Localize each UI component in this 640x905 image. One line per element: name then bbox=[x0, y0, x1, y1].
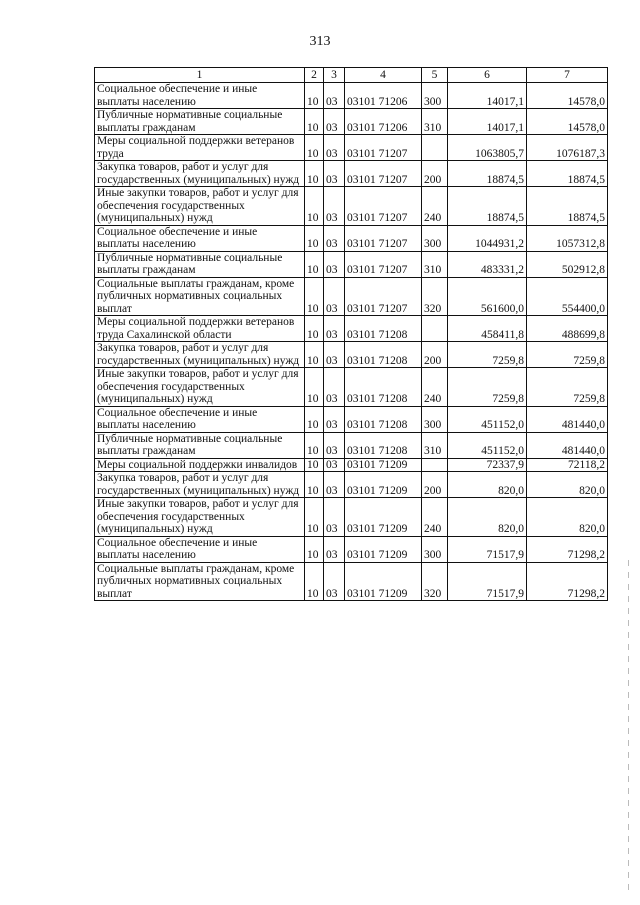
item-name: Иные закупки товаров, работ и услуг для обеспечения государственных (муниципальных) нужд bbox=[95, 498, 305, 537]
target-article-code: 03101 71206 bbox=[345, 83, 422, 109]
expense-type-code bbox=[422, 135, 448, 161]
target-article-code: 03101 71209 bbox=[345, 458, 422, 472]
item-name: Меры социальной поддержки ветеранов труда bbox=[95, 135, 305, 161]
amount-year-2: 14578,0 bbox=[527, 83, 608, 109]
table-row bbox=[95, 225, 608, 251]
section-code: 10 bbox=[305, 472, 324, 498]
section-code: 10 bbox=[305, 251, 324, 277]
amount-year-1: 1063805,7 bbox=[448, 135, 527, 161]
amount-year-1: 820,0 bbox=[448, 472, 527, 498]
subsection-code: 03 bbox=[324, 406, 345, 432]
amount-year-2: 1057312,8 bbox=[527, 225, 608, 251]
item-name: Социальное обеспечение и иные выплаты населению bbox=[95, 225, 305, 251]
section-code: 10 bbox=[305, 187, 324, 226]
target-article-code: 03101 71208 bbox=[345, 368, 422, 407]
item-name: Иные закупки товаров, работ и услуг для обеспечения государственных (муниципальных) нужд bbox=[95, 187, 305, 226]
item-name: Меры социальной поддержки инвалидов bbox=[95, 458, 305, 472]
subsection-code: 03 bbox=[324, 161, 345, 187]
section-code: 10 bbox=[305, 342, 324, 368]
amount-year-1: 7259,8 bbox=[448, 368, 527, 407]
subsection-code: 03 bbox=[324, 251, 345, 277]
header-col-4: 4 bbox=[345, 68, 422, 83]
item-name: Социальное обеспечение и иные выплаты населению bbox=[95, 536, 305, 562]
subsection-code: 03 bbox=[324, 277, 345, 316]
section-code: 10 bbox=[305, 161, 324, 187]
item-name: Закупка товаров, работ и услуг для государственных (муниципальных) нужд bbox=[95, 161, 305, 187]
amount-year-2: 71298,2 bbox=[527, 536, 608, 562]
target-article-code: 03101 71209 bbox=[345, 562, 422, 601]
table-row bbox=[95, 277, 608, 316]
table-row bbox=[95, 109, 608, 135]
expense-type-code: 310 bbox=[422, 251, 448, 277]
table-row bbox=[95, 135, 608, 161]
target-article-code: 03101 71207 bbox=[345, 225, 422, 251]
header-col-1: 1 bbox=[95, 68, 305, 83]
section-code: 10 bbox=[305, 498, 324, 537]
target-article-code: 03101 71209 bbox=[345, 536, 422, 562]
expense-type-code: 320 bbox=[422, 562, 448, 601]
subsection-code: 03 bbox=[324, 562, 345, 601]
subsection-code: 03 bbox=[324, 316, 345, 342]
table-row bbox=[95, 498, 608, 537]
budget-table bbox=[94, 67, 608, 601]
section-code: 10 bbox=[305, 277, 324, 316]
subsection-code: 03 bbox=[324, 458, 345, 472]
subsection-code: 03 bbox=[324, 536, 345, 562]
table-row bbox=[95, 187, 608, 226]
expense-type-code: 200 bbox=[422, 161, 448, 187]
item-name: Публичные нормативные социальные выплаты гражданам bbox=[95, 109, 305, 135]
section-code: 10 bbox=[305, 368, 324, 407]
table-row bbox=[95, 472, 608, 498]
table-row bbox=[95, 342, 608, 368]
subsection-code: 03 bbox=[324, 342, 345, 368]
amount-year-2: 18874,5 bbox=[527, 187, 608, 226]
amount-year-2: 7259,8 bbox=[527, 342, 608, 368]
amount-year-1: 71517,9 bbox=[448, 562, 527, 601]
target-article-code: 03101 71208 bbox=[345, 406, 422, 432]
item-name: Иные закупки товаров, работ и услуг для обеспечения государственных (муниципальных) нужд bbox=[95, 368, 305, 407]
amount-year-1: 18874,5 bbox=[448, 187, 527, 226]
expense-type-code: 240 bbox=[422, 187, 448, 226]
section-code: 10 bbox=[305, 406, 324, 432]
table-row bbox=[95, 316, 608, 342]
section-code: 10 bbox=[305, 562, 324, 601]
item-name: Социальное обеспечение и иные выплаты населению bbox=[95, 83, 305, 109]
subsection-code: 03 bbox=[324, 368, 345, 407]
section-code: 10 bbox=[305, 432, 324, 458]
expense-type-code: 320 bbox=[422, 277, 448, 316]
subsection-code: 03 bbox=[324, 432, 345, 458]
amount-year-2: 502912,8 bbox=[527, 251, 608, 277]
table-row bbox=[95, 251, 608, 277]
expense-type-code: 300 bbox=[422, 83, 448, 109]
target-article-code: 03101 71209 bbox=[345, 498, 422, 537]
expense-type-code bbox=[422, 316, 448, 342]
expense-type-code: 310 bbox=[422, 432, 448, 458]
target-article-code: 03101 71207 bbox=[345, 135, 422, 161]
page-number: 313 bbox=[309, 34, 331, 49]
item-name: Закупка товаров, работ и услуг для государственных (муниципальных) нужд bbox=[95, 472, 305, 498]
subsection-code: 03 bbox=[324, 83, 345, 109]
amount-year-2: 481440,0 bbox=[527, 406, 608, 432]
item-name: Социальное обеспечение и иные выплаты населению bbox=[95, 406, 305, 432]
amount-year-2: 18874,5 bbox=[527, 161, 608, 187]
header-row bbox=[95, 68, 608, 83]
header-col-3: 3 bbox=[324, 68, 345, 83]
amount-year-2: 71298,2 bbox=[527, 562, 608, 601]
amount-year-2: 72118,2 bbox=[527, 458, 608, 472]
subsection-code: 03 bbox=[324, 472, 345, 498]
amount-year-1: 14017,1 bbox=[448, 83, 527, 109]
section-code: 10 bbox=[305, 83, 324, 109]
section-code: 10 bbox=[305, 536, 324, 562]
target-article-code: 03101 71208 bbox=[345, 342, 422, 368]
expense-type-code: 240 bbox=[422, 498, 448, 537]
subsection-code: 03 bbox=[324, 135, 345, 161]
amount-year-1: 7259,8 bbox=[448, 342, 527, 368]
amount-year-1: 458411,8 bbox=[448, 316, 527, 342]
subsection-code: 03 bbox=[324, 225, 345, 251]
amount-year-1: 72337,9 bbox=[448, 458, 527, 472]
section-code: 10 bbox=[305, 109, 324, 135]
amount-year-1: 820,0 bbox=[448, 498, 527, 537]
table-row bbox=[95, 562, 608, 601]
target-article-code: 03101 71207 bbox=[345, 251, 422, 277]
target-article-code: 03101 71207 bbox=[345, 277, 422, 316]
expense-type-code: 200 bbox=[422, 342, 448, 368]
amount-year-1: 561600,0 bbox=[448, 277, 527, 316]
expense-type-code: 300 bbox=[422, 536, 448, 562]
amount-year-1: 451152,0 bbox=[448, 432, 527, 458]
amount-year-2: 1076187,3 bbox=[527, 135, 608, 161]
expense-type-code: 310 bbox=[422, 109, 448, 135]
section-code: 10 bbox=[305, 135, 324, 161]
target-article-code: 03101 71207 bbox=[345, 187, 422, 226]
header-col-2: 2 bbox=[305, 68, 324, 83]
amount-year-2: 820,0 bbox=[527, 498, 608, 537]
amount-year-1: 18874,5 bbox=[448, 161, 527, 187]
amount-year-1: 1044931,2 bbox=[448, 225, 527, 251]
table-row bbox=[95, 83, 608, 109]
target-article-code: 03101 71208 bbox=[345, 316, 422, 342]
amount-year-2: 554400,0 bbox=[527, 277, 608, 316]
section-code: 10 bbox=[305, 458, 324, 472]
item-name: Социальные выплаты гражданам, кроме публичных нормативных социальных выплат bbox=[95, 562, 305, 601]
expense-type-code: 240 bbox=[422, 368, 448, 407]
item-name: Меры социальной поддержки ветеранов труда Сахалинской области bbox=[95, 316, 305, 342]
section-code: 10 bbox=[305, 316, 324, 342]
amount-year-1: 71517,9 bbox=[448, 536, 527, 562]
scan-edge-mark bbox=[628, 560, 629, 890]
item-name: Закупка товаров, работ и услуг для государственных (муниципальных) нужд bbox=[95, 342, 305, 368]
header-col-5: 5 bbox=[422, 68, 448, 83]
table-row bbox=[95, 161, 608, 187]
amount-year-2: 820,0 bbox=[527, 472, 608, 498]
target-article-code: 03101 71206 bbox=[345, 109, 422, 135]
amount-year-1: 14017,1 bbox=[448, 109, 527, 135]
table-row bbox=[95, 432, 608, 458]
target-article-code: 03101 71208 bbox=[345, 432, 422, 458]
table-row bbox=[95, 536, 608, 562]
expense-type-code bbox=[422, 458, 448, 472]
table-row bbox=[95, 368, 608, 407]
header-col-6: 6 bbox=[448, 68, 527, 83]
amount-year-2: 488699,8 bbox=[527, 316, 608, 342]
amount-year-1: 451152,0 bbox=[448, 406, 527, 432]
section-code: 10 bbox=[305, 225, 324, 251]
amount-year-1: 483331,2 bbox=[448, 251, 527, 277]
expense-type-code: 300 bbox=[422, 225, 448, 251]
expense-type-code: 200 bbox=[422, 472, 448, 498]
header-col-7: 7 bbox=[527, 68, 608, 83]
table-row bbox=[95, 458, 608, 472]
subsection-code: 03 bbox=[324, 498, 345, 537]
item-name: Социальные выплаты гражданам, кроме публичных нормативных социальных выплат bbox=[95, 277, 305, 316]
item-name: Публичные нормативные социальные выплаты гражданам bbox=[95, 432, 305, 458]
target-article-code: 03101 71209 bbox=[345, 472, 422, 498]
subsection-code: 03 bbox=[324, 187, 345, 226]
item-name: Публичные нормативные социальные выплаты гражданам bbox=[95, 251, 305, 277]
expense-type-code: 300 bbox=[422, 406, 448, 432]
table-row bbox=[95, 406, 608, 432]
amount-year-2: 481440,0 bbox=[527, 432, 608, 458]
subsection-code: 03 bbox=[324, 109, 345, 135]
amount-year-2: 7259,8 bbox=[527, 368, 608, 407]
target-article-code: 03101 71207 bbox=[345, 161, 422, 187]
amount-year-2: 14578,0 bbox=[527, 109, 608, 135]
